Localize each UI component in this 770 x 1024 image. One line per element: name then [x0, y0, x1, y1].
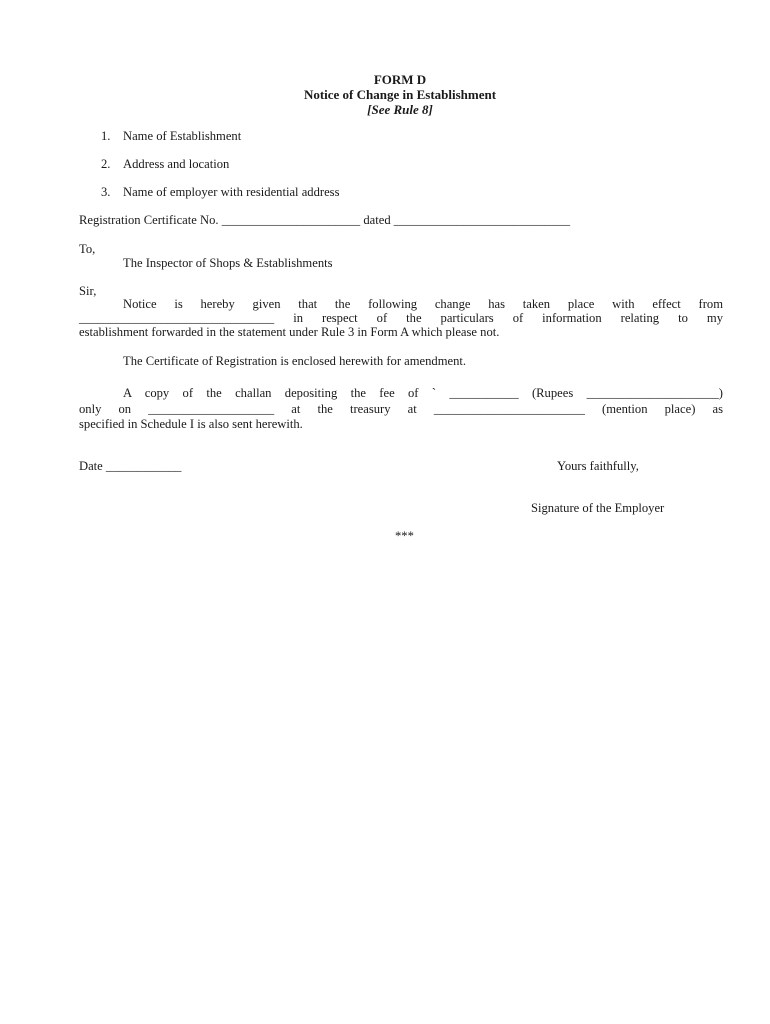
list-item-number: 2.	[101, 157, 111, 171]
employer-signature-label: Signature of the Employer	[531, 501, 665, 515]
addressee: The Inspector of Shops & Establishments	[123, 256, 333, 270]
list-item-number: 1.	[101, 129, 111, 143]
form-title: FORM D	[373, 72, 427, 87]
list-item-employer	[101, 185, 339, 200]
form-rule-reference: [See Rule 8]	[367, 102, 433, 117]
closing-text: Yours faithfully,	[557, 459, 639, 473]
notice-line-3: establishment forwarded in the statement under Rule 3 in Form A which please not.	[79, 325, 500, 339]
list-item-number: 3.	[101, 185, 111, 199]
date-field: Date ____________	[79, 459, 182, 473]
list-item-label: Name of Establishment	[123, 129, 242, 143]
end-mark: ***	[395, 529, 414, 543]
list-item-address	[101, 157, 229, 172]
list-item-label: Name of employer with residential address	[123, 185, 340, 199]
challan-line-2: only on ____________________ at the treasury at ________________________ (mention place) as	[79, 402, 723, 416]
list-item-label: Address and location	[123, 157, 230, 171]
certificate-statement: The Certificate of Registration is enclosed herewith for amendment.	[123, 354, 467, 368]
registration-certificate-line: Registration Certificate No. ______________________ dated ____________________________	[79, 213, 571, 227]
to-salutation: To,	[79, 242, 96, 256]
list-item-establishment-name	[101, 129, 241, 144]
challan-line-3: specified in Schedule I is also sent herewith.	[79, 417, 303, 431]
challan-line-1: A copy of the challan depositing the fee of ` ___________ (Rupees _____________________)	[123, 386, 723, 400]
notice-line-1: Notice is hereby given that the following change has taken place with effect from	[123, 297, 723, 311]
sir-salutation: Sir,	[79, 284, 97, 298]
notice-line-2: _______________________________ in respect of the particulars of information relating to my	[79, 311, 723, 325]
form-subtitle: Notice of Change in Establishment	[303, 87, 497, 102]
